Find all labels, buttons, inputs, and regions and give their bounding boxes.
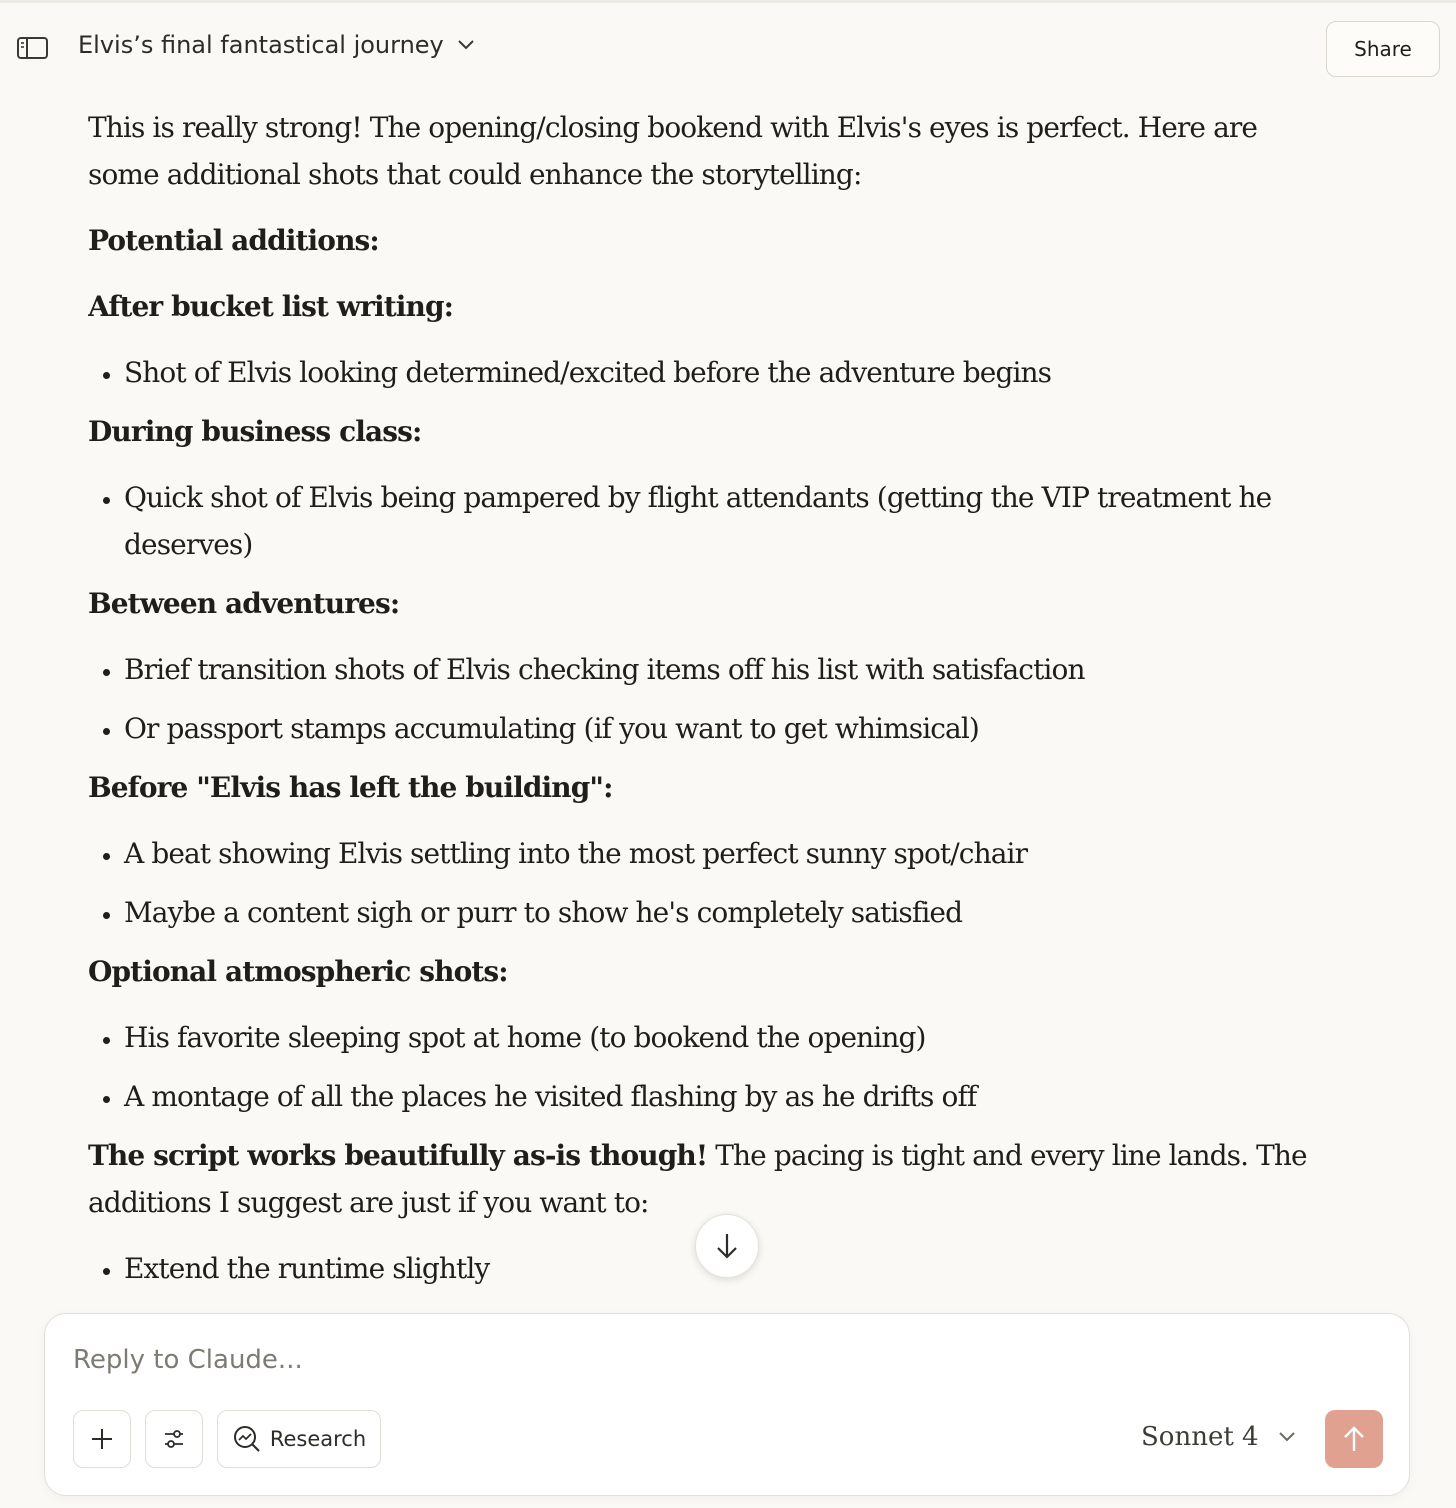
chevron-down-icon (1277, 1430, 1297, 1444)
section-heading: After bucket list writing: (88, 290, 454, 323)
list-item: • Extend the runtime slightly (124, 1245, 1308, 1292)
list-item: • Quick shot of Elvis being pampered by flight attendants (getting the VIP treatment he deserves) (124, 474, 1308, 568)
closing-text: The pacing is tight and every line lands. The additions I suggest are just if you want to: (88, 1139, 1307, 1219)
message-intro: This is really strong! The opening/closing bookend with Elvis's eyes is perfect. Here are some additional shots that could enhance the storytelling: (88, 111, 1258, 191)
message-closing (88, 1132, 1308, 1226)
chat-title: Elvis’s final fantastical journey (78, 31, 444, 59)
list-item: • His favorite sleeping spot at home (to bookend the opening) (124, 1014, 1308, 1061)
sliders-icon (162, 1427, 186, 1451)
arrow-down-icon (714, 1231, 740, 1261)
bullet-list (88, 1014, 1308, 1120)
list-item: • A montage of all the places he visited flashing by as he drifts off (124, 1073, 1308, 1120)
bullet-list (88, 474, 1308, 568)
tools-button[interactable] (145, 1410, 203, 1468)
bullet-list (88, 646, 1308, 752)
list-item: • Or passport stamps accumulating (if you want to get whimsical) (124, 705, 1308, 752)
chevron-down-icon (456, 38, 476, 52)
closing-bold: The script works beautifully as-is though! (88, 1139, 708, 1172)
send-button[interactable] (1325, 1410, 1383, 1468)
chat-header (0, 3, 1456, 91)
research-label: Research (269, 1427, 367, 1451)
model-selector[interactable] (1141, 1422, 1297, 1452)
share-button[interactable]: Share (1326, 21, 1440, 77)
arrow-up-icon (1341, 1424, 1367, 1454)
list-item: • A beat showing Elvis settling into the most perfect sunny spot/chair (124, 830, 1308, 877)
plus-icon (90, 1427, 114, 1451)
list-item: • Shot of Elvis looking determined/excited before the adventure begins (124, 349, 1308, 396)
section-heading: Potential additions: (88, 224, 379, 257)
research-button[interactable] (217, 1410, 381, 1468)
bullet-list (88, 830, 1308, 936)
assistant-message (88, 104, 1308, 1314)
list-item: • Brief transition shots of Elvis checking items off his list with satisfaction (124, 646, 1308, 693)
list-item: • Maybe a content sigh or purr to show he's completely satisfied (124, 889, 1308, 936)
chat-title-dropdown[interactable] (78, 31, 476, 59)
section-heading: Before "Elvis has left the building": (88, 771, 613, 804)
section-heading: Between adventures: (88, 587, 400, 620)
section-heading: During business class: (88, 415, 422, 448)
reply-input[interactable] (73, 1338, 1073, 1382)
research-search-icon (232, 1424, 262, 1454)
section-heading: Optional atmospheric shots: (88, 955, 508, 988)
model-label: Sonnet 4 (1141, 1422, 1259, 1452)
scroll-to-bottom-button[interactable] (695, 1214, 759, 1278)
add-button[interactable] (73, 1410, 131, 1468)
sidebar-toggle-icon[interactable] (16, 33, 50, 61)
composer (44, 1313, 1410, 1496)
bullet-list (88, 349, 1308, 396)
